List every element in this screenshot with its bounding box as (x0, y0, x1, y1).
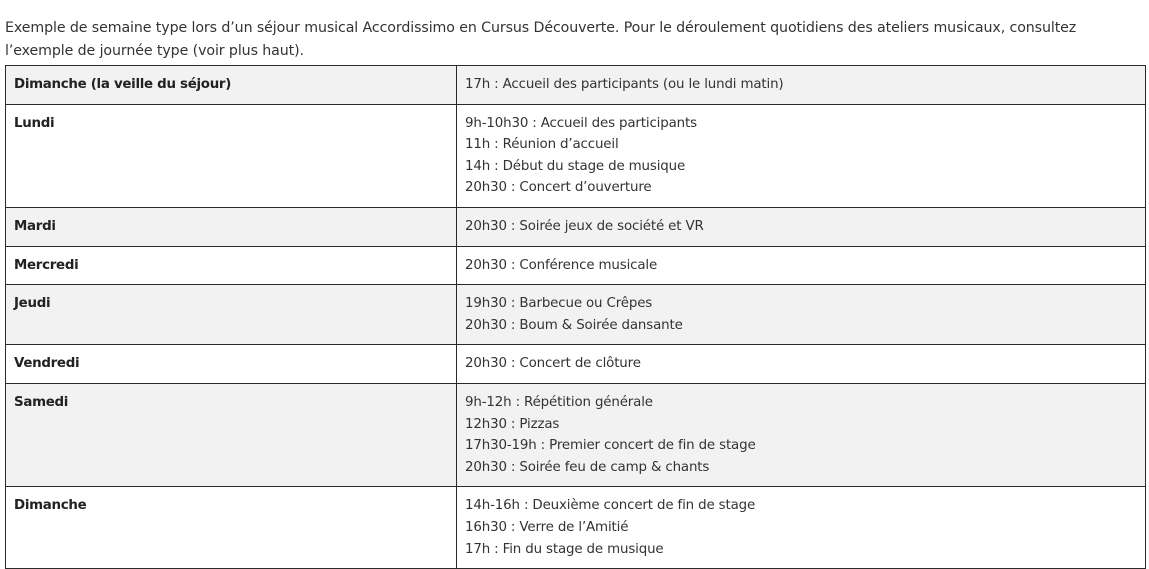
intro-paragraph: Exemple de semaine type lors d’un séjour musical Accordissimo en Cursus Découverte. Pour le déroulement quotidiens des ateliers musicaux, consultez l’exemple de journée type (voir plus haut). (5, 20, 1077, 60)
table-row (6, 285, 1146, 345)
events-cell (457, 104, 1146, 207)
event-line: 11h : Réunion d’accueil (465, 137, 619, 153)
event-line: 17h30-19h : Premier concert de fin de stage (465, 438, 756, 454)
event-line: 20h30 : Soirée feu de camp & chants (465, 459, 710, 475)
event-line: 16h30 : Verre de l’Amitié (465, 519, 629, 535)
day-cell: Dimanche (6, 487, 457, 569)
table-row (6, 246, 1146, 285)
day-cell: Mercredi (6, 246, 457, 285)
weekly-schedule-table (5, 65, 1146, 569)
day-cell: Samedi (6, 383, 457, 486)
event-line: 9h-10h30 : Accueil des participants (465, 115, 697, 131)
event-line: 20h30 : Boum & Soirée dansante (465, 317, 683, 333)
event-line: 14h : Début du stage de musique (465, 158, 686, 174)
events-cell (457, 66, 1146, 105)
table-row (6, 487, 1146, 569)
day-cell: Lundi (6, 104, 457, 207)
events-cell (457, 207, 1146, 246)
events-cell (457, 487, 1146, 569)
day-cell: Dimanche (la veille du séjour) (6, 66, 457, 105)
event-line: 9h-12h : Répétition générale (465, 394, 653, 410)
table-row (6, 66, 1146, 105)
table-row (6, 345, 1146, 384)
event-line: 20h30 : Soirée jeux de société et VR (465, 218, 704, 234)
events-cell (457, 383, 1146, 486)
events-cell (457, 285, 1146, 345)
event-line: 20h30 : Concert d’ouverture (465, 180, 652, 196)
events-cell (457, 345, 1146, 384)
events-cell (457, 246, 1146, 285)
event-line: 20h30 : Concert de clôture (465, 356, 641, 372)
event-line: 20h30 : Conférence musicale (465, 257, 658, 273)
day-cell: Jeudi (6, 285, 457, 345)
table-row (6, 104, 1146, 207)
event-line: 19h30 : Barbecue ou Crêpes (465, 296, 653, 312)
event-line: 14h-16h : Deuxième concert de fin de stage (465, 498, 756, 514)
event-line: 12h30 : Pizzas (465, 416, 560, 432)
day-cell: Mardi (6, 207, 457, 246)
table-row (6, 383, 1146, 486)
event-line: 17h : Accueil des participants (ou le lundi matin) (465, 77, 784, 92)
event-line: 17h : Fin du stage de musique (465, 541, 664, 557)
day-cell: Vendredi (6, 345, 457, 384)
table-row (6, 207, 1146, 246)
